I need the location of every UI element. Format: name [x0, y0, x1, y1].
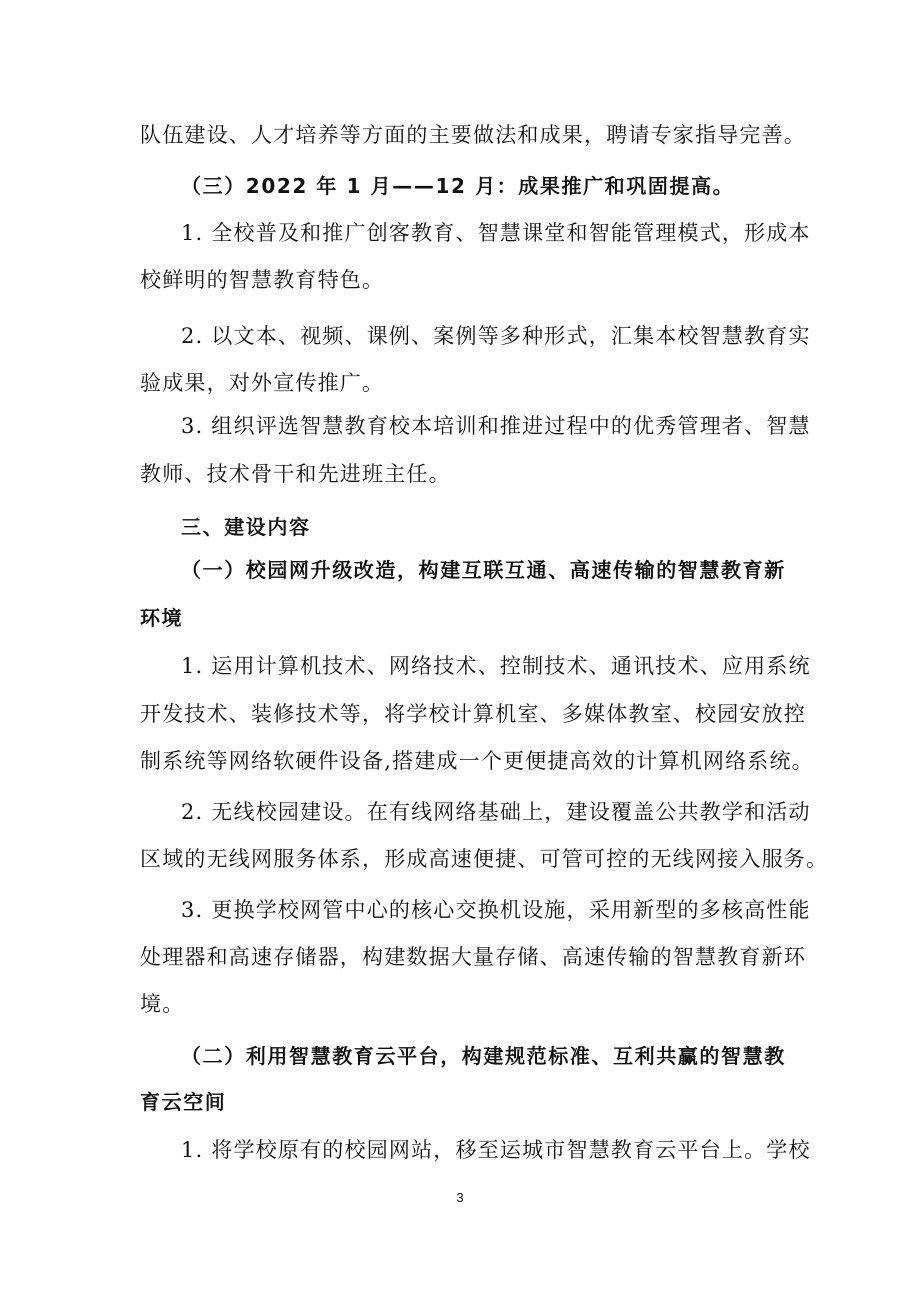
paragraph-line: 教师、技术骨干和先进班主任。: [140, 462, 451, 486]
section-heading: 三、建设内容: [181, 515, 311, 539]
page-number: 3: [456, 1190, 464, 1205]
subsection-heading: （三）2022 年 1 月——12 月：成果推广和巩固提高。: [181, 174, 735, 198]
subsection-heading: 环境: [140, 606, 184, 630]
paragraph-line: 开发技术、装修技术等，将学校计算机室、多媒体教室、校园安放控: [140, 702, 806, 726]
paragraph-line: 境。: [140, 992, 185, 1016]
paragraph-line: 校鲜明的智慧教育特色。: [140, 268, 385, 292]
paragraph-line: 处理器和高速存储器，构建数据大量存储、高速传输的智慧教育新环: [140, 945, 806, 969]
paragraph-line: 制系统等网络软硬件设备,搭建成一个更便捷高效的计算机网络系统。: [140, 749, 814, 773]
paragraph-line: 2. 无线校园建设。在有线网络基础上，建设覆盖公共教学和活动: [181, 800, 811, 824]
paragraph-line: 1. 运用计算机技术、网络技术、控制技术、通讯技术、应用系统: [181, 654, 811, 678]
paragraph-line: 队伍建设、人才培养等方面的主要做法和成果，聘请专家指导完善。: [140, 123, 806, 147]
paragraph-line: 1. 全校普及和推广创客教育、智慧课堂和智能管理模式，形成本: [181, 221, 811, 245]
subsection-heading: （一）校园网升级改造，构建互联互通、高速传输的智慧教育新: [181, 558, 786, 582]
paragraph-line: 验成果，对外宣传推广。: [140, 371, 385, 395]
paragraph-line: 区域的无线网服务体系，形成高速便捷、可管可控的无线网接入服务。: [140, 847, 829, 871]
paragraph-line: 2. 以文本、视频、课例、案例等多种形式，汇集本校智慧教育实: [181, 324, 811, 348]
paragraph-line: 3. 组织评选智慧教育校本培训和推进过程中的优秀管理者、智慧: [181, 414, 811, 438]
subsection-heading: （二）利用智慧教育云平台，构建规范标准、互利共赢的智慧教: [181, 1044, 786, 1068]
paragraph-line: 1. 将学校原有的校园网站，移至运城市智慧教育云平台上。学校: [181, 1138, 811, 1162]
subsection-heading: 育云空间: [140, 1090, 227, 1114]
paragraph-line: 3. 更换学校网管中心的核心交换机设施，采用新型的多核高性能: [181, 898, 811, 922]
